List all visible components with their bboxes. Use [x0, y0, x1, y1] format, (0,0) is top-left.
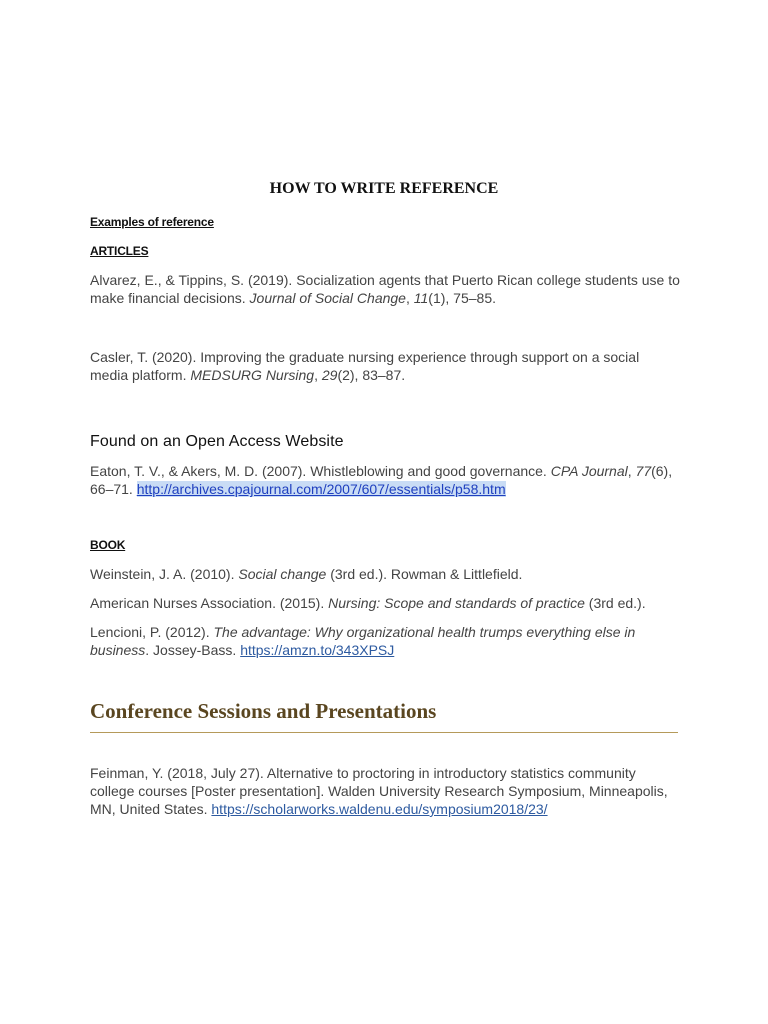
issue-pages: (2), 83–87. [337, 367, 406, 383]
book-reference [90, 594, 680, 612]
journal-title: Journal of Social Change [249, 290, 406, 306]
heading-divider [90, 732, 678, 733]
separator: , [627, 463, 636, 479]
publisher-info: (3rd ed.). [584, 595, 646, 611]
open-access-reference [90, 462, 680, 498]
amazon-link[interactable]: https://amzn.to/343XPSJ [240, 642, 395, 658]
reference-text: Lencioni, P. (2012). [90, 624, 214, 640]
volume: 29 [321, 367, 338, 383]
book-reference [90, 565, 680, 583]
book-reference [90, 623, 680, 659]
book-title: Nursing: Scope and standards of practice [328, 595, 585, 611]
reference-text: Casler, T. (2020). Improving the graduate nursing experience through support on a social media platform. [90, 349, 640, 383]
reference-text: Alvarez, E., & Tippins, S. (2019). Socialization agents that Puerto Rican college students use to make financial decisions. [90, 272, 680, 306]
journal-title: CPA Journal [550, 463, 628, 479]
reference-text: American Nurses Association. (2015). [90, 595, 329, 611]
volume: 77 [635, 463, 652, 479]
book-title: Social change [238, 566, 327, 582]
examples-heading: Examples of reference [90, 215, 214, 229]
conference-heading: Conference Sessions and Presentations [90, 699, 437, 723]
journal-title: MEDSURG Nursing [190, 367, 315, 383]
page-title: HOW TO WRITE REFERENCE [269, 180, 499, 197]
volume: 11 [413, 290, 429, 306]
cpa-journal-link[interactable]: http://archives.cpajournal.com/2007/607/essentials/p58.htm [136, 481, 506, 497]
book-title: The advantage: Why organizational health trumps everything else in business [90, 624, 636, 658]
publisher-info: . Jossey-Bass. [145, 642, 241, 658]
article-reference [90, 271, 680, 307]
book-heading: BOOK [90, 538, 126, 552]
article-reference [90, 348, 680, 384]
scholarworks-link[interactable]: https://scholarworks.waldenu.edu/symposium2018/23/ [211, 801, 548, 817]
separator: , [314, 367, 322, 383]
reference-text: Eaton, T. V., & Akers, M. D. (2007). Whistleblowing and good governance. [90, 463, 551, 479]
open-access-heading: Found on an Open Access Website [90, 433, 344, 450]
separator: , [405, 290, 414, 306]
conference-reference [90, 764, 680, 818]
issue-pages: (6), 66–71. [90, 463, 673, 497]
reference-text: Weinstein, J. A. (2010). [90, 566, 239, 582]
reference-text: Feinman, Y. (2018, July 27). Alternative to proctoring in introductory statistics community college courses [Poster presentation]. Walden University Research Symposium, Minneapolis, MN, United States. [90, 765, 668, 817]
issue-pages: (1), 75–85. [428, 290, 497, 306]
articles-heading: ARTICLES [90, 244, 149, 258]
publisher-info: (3rd ed.). Rowman & Littlefield. [326, 566, 523, 582]
